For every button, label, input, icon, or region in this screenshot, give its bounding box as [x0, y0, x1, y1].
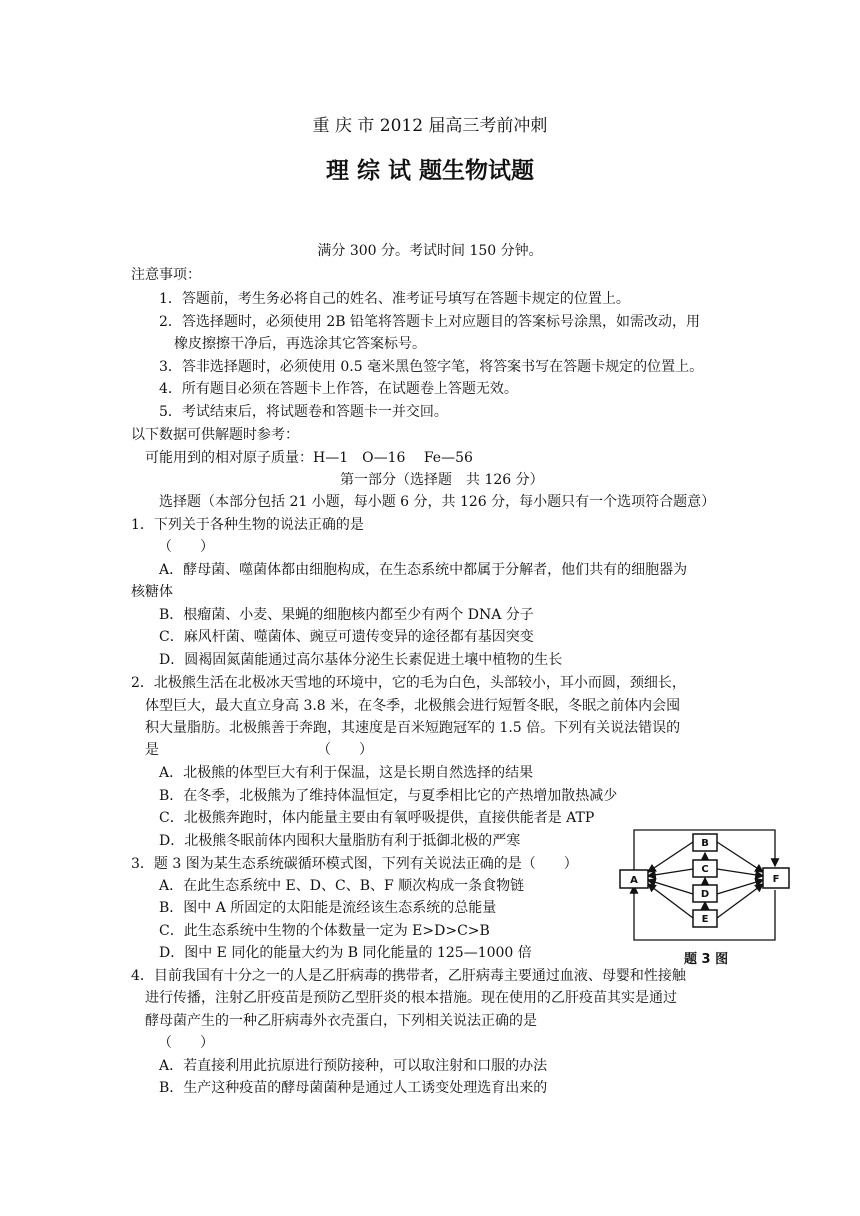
q4-stem-line3: 酵母菌产生的一种乙肝病毒外衣壳蛋白，下列相关说法正确的是 [145, 1013, 537, 1029]
q2-option-b: B．在冬季，北极熊为了维持体温恒定，与夏季相比它的产热增加散热减少 [159, 788, 618, 804]
carbon-cycle-diagram [612, 822, 804, 950]
q4-answer-paren: （ ） [158, 1035, 214, 1051]
q1-option-a: A．酵母菌、噬菌体都由细胞构成，在生态系统中都属于分解者，他们共有的细胞器为 [159, 562, 688, 578]
q2-option-d: D．北极熊冬眠前体内囤积大量脂肪有利于抵御北极的严寒 [159, 833, 521, 849]
figure-caption: 题 3 图 [684, 952, 729, 967]
note-item: 3．答非选择题时，必须使用 0.5 毫米黑色签字笔，将答案书写在答题卡规定的位置上。 [159, 359, 704, 375]
q3-option-c: C．此生态系统中生物的个体数量一定为 E>D>C>B [159, 923, 490, 939]
q1-option-a-cont: 核糖体 [131, 584, 173, 600]
q2-stem-line4: 是 [145, 742, 159, 758]
q2-stem-line3: 积大量脂肪。北极熊善于奔跑，其速度是百米短跑冠军的 1.5 倍。下列有关说法错误的 [145, 720, 681, 736]
q1-stem: 1．下列关于各种生物的说法正确的是 [131, 517, 364, 533]
note-item: 橡皮擦擦干净后，再选涂其它答案标号。 [174, 336, 426, 352]
q3-option-a: A．在此生态系统中 E、D、C、B、F 顺次构成一条食物链 [159, 878, 525, 894]
q2-answer-paren: （ ） [317, 742, 373, 758]
node-b-label: B [701, 838, 709, 849]
q4-stem-line1: 4．目前我国有十分之一的人是乙肝病毒的携带者，乙肝病毒主要通过血液、母婴和性接触 [131, 968, 686, 984]
q1-option-d: D．圆褐固氮菌能通过高尔基体分泌生长素促进土壤中植物的生长 [159, 652, 563, 668]
note-item: 2．答选择题时，必须使用 2B 铅笔将答题卡上对应题目的答案标号涂黑，如需改动，用 [159, 314, 701, 330]
node-d-label: D [700, 889, 710, 900]
q2-option-c: C．北极熊奔跑时，体内能量主要由有氧呼吸提供，直接供能者是 ATP [159, 810, 595, 826]
note-item: 5．考试结束后，将试题卷和答题卡一并交回。 [159, 404, 448, 420]
node-a-label: A [630, 875, 638, 886]
q4-option-a: A．若直接利用此抗原进行预防接种，可以取注射和口服的办法 [159, 1058, 548, 1074]
reference-heading: 以下数据可供解题时参考： [131, 427, 299, 443]
exam-title-line1: 重 庆 市 2012 届高三考前冲刺 [312, 116, 548, 136]
q4-option-b: B．生产这种疫苗的酵母菌菌种是通过人工诱变处理选育出来的 [159, 1080, 548, 1096]
exam-title-line2: 理 综 试 题生物试题 [325, 158, 535, 184]
q3-option-d: D．图中 E 同化的能量大约为 B 同化能量的 125—1000 倍 [159, 945, 532, 961]
q1-option-c: C．麻风杆菌、噬菌体、豌豆可遗传变异的途径都有基因突变 [159, 629, 534, 645]
score-time-note: 满分 300 分。考试时间 150 分钟。 [317, 243, 543, 259]
q1-option-b: B．根瘤菌、小麦、果蝇的细胞核内都至少有两个 DNA 分子 [159, 607, 534, 623]
q2-stem-line2: 体型巨大，最大直立身高 3.8 米，在冬季，北极熊会进行短暂冬眠，冬眠之前体内会囤 [145, 698, 681, 714]
q3-stem: 3．题 3 图为某生态系统碳循环模式图，下列有关说法正确的是（ ） [131, 856, 578, 872]
node-c-label: C [701, 864, 709, 875]
node-e-label: E [701, 914, 709, 925]
atomic-mass-line: 可能用到的相对原子质量：H—1 O—16 Fe—56 [145, 450, 473, 466]
q2-option-a: A．北极熊的体型巨大有利于保温，这是长期自然选择的结果 [159, 765, 534, 781]
part1-intro: 选择题（本部分包括 21 小题，每小题 6 分，共 126 分，每小题只有一个选项符合题意） [159, 494, 716, 510]
q4-stem-line2: 进行传播，注射乙肝疫苗是预防乙型肝炎的根本措施。现在使用的乙肝疫苗其实是通过 [145, 990, 677, 1006]
notes-heading: 注意事项： [131, 267, 201, 283]
part1-title: 第一部分（选择题 共 126 分） [340, 472, 544, 488]
q3-option-b: B．图中 A 所固定的太阳能是流经该生态系统的总能量 [159, 900, 497, 916]
q1-answer-paren: （ ） [158, 539, 214, 555]
note-item: 1．答题前，考生务必将自己的姓名、准考证号填写在答题卡规定的位置上。 [159, 291, 630, 307]
q2-stem-line1: 2．北极熊生活在北极冰天雪地的环境中，它的毛为白色，头部较小，耳小而圆，颈细长， [131, 675, 686, 691]
node-f-label: F [772, 874, 780, 885]
note-item: 4．所有题目必须在答题卡上作答，在试题卷上答题无效。 [159, 381, 518, 397]
